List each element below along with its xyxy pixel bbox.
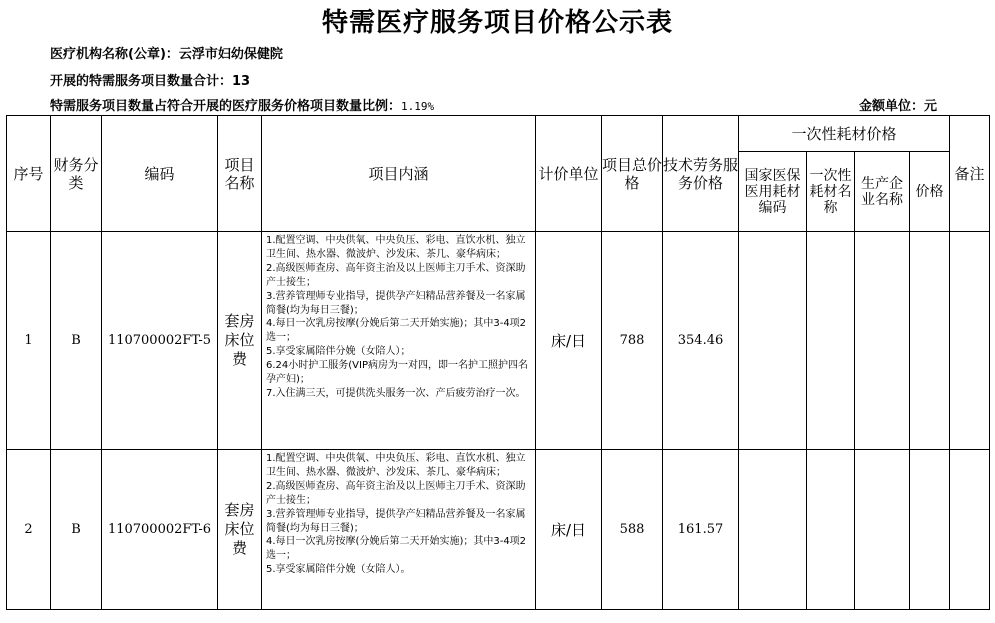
content-line: 1.配置空调、中央供氧、中央负压、彩电、直饮水机、独立卫生间、热水器、微波炉、沙发床、茶几、豪华病床； (266, 235, 526, 260)
cell-item-name: 套房床位费 (218, 450, 262, 610)
cell-seq: 2 (7, 450, 51, 610)
cell-content (262, 450, 536, 610)
cell-nat-code (739, 232, 807, 450)
content-line: 6.24小时护工服务(VIP病房为一对四，即一名护工照护四名孕产妇)； (266, 360, 528, 386)
col-header-fin-cat: 财务分类 (51, 116, 102, 232)
content-line: 5.享受家属陪伴分娩（女陪人）。 (266, 564, 411, 576)
col-header-labor-price: 技术劳务服务价格 (663, 116, 739, 232)
col-header-price: 价格 (910, 152, 950, 232)
cell-price (910, 232, 950, 450)
cell-unit: 床/日 (536, 232, 602, 450)
content-line: 7.入住满三天，可提供洗头服务一次、产后疲劳治疗一次。 (266, 387, 526, 399)
cell-remark (950, 232, 990, 450)
content-line: 2.高级医师查房、高年资主治及以上医师主刀手术、资深助产士接生； (266, 262, 526, 288)
cell-labor-price: 161.57 (663, 450, 739, 610)
cell-consumable-name (807, 450, 855, 610)
cell-seq: 1 (7, 232, 51, 450)
price-table (6, 115, 990, 610)
cell-consumable-name (807, 232, 855, 450)
col-header-total-price: 项目总价格 (602, 116, 663, 232)
col-header-code: 编码 (102, 116, 218, 232)
cell-code: 110700002FT-6 (102, 450, 218, 610)
ratio-line (50, 95, 434, 114)
cell-item-name: 套房床位费 (218, 232, 262, 450)
ratio-value: 1.19% (401, 100, 435, 113)
cell-code: 110700002FT-5 (102, 232, 218, 450)
table-row (7, 232, 990, 450)
header-row-1 (7, 116, 990, 152)
cell-total-price: 788 (602, 232, 663, 450)
col-header-nat-code: 国家医保医用耗材编码 (739, 152, 807, 232)
col-header-manufacturer: 生产企业名称 (855, 152, 910, 232)
col-header-unit: 计价单位 (536, 116, 602, 232)
col-header-item-name: 项目名称 (218, 116, 262, 232)
content-line: 4.每日一次乳房按摩(分娩后第二天开始实施)；其中3-4项2选一； (266, 318, 527, 344)
col-header-content: 项目内涵 (262, 116, 536, 232)
col-header-consumable-name: 一次性耗材名称 (807, 152, 855, 232)
content-line: 4.每日一次乳房按摩(分娩后第二天开始实施)；其中3-4项2选一； (266, 536, 527, 562)
ratio-label: 特需服务项目数量占符合开展的医疗服务价格项目数量比例： (50, 99, 402, 114)
content-line: 2.高级医师查房、高年资主治及以上医师主刀手术、资深助产士接生； (266, 480, 526, 506)
cell-unit: 床/日 (536, 450, 602, 610)
col-header-remark: 备注 (950, 116, 990, 232)
cell-content (262, 232, 536, 450)
table-row (7, 450, 990, 610)
cell-price (910, 450, 950, 610)
service-count: 开展的特需服务项目数量合计：13 (50, 74, 251, 89)
cell-nat-code (739, 450, 807, 610)
cell-labor-price: 354.46 (663, 232, 739, 450)
currency-unit: 金额单位：元 (858, 99, 937, 114)
content-line: 1.配置空调、中央供氧、中央负压、彩电、直饮水机、独立卫生间、热水器、微波炉、沙发床、茶几、豪华病床； (266, 453, 526, 478)
page-title: 特需医疗服务项目价格公示表 (321, 8, 673, 38)
cell-manufacturer (855, 450, 910, 610)
cell-fin-cat: B (51, 232, 102, 450)
cell-fin-cat: B (51, 450, 102, 610)
content-line: 3.营养管理师专业指导，提供孕产妇精品营养餐及一名家属简餐(均为每日三餐)； (266, 508, 526, 534)
cell-manufacturer (855, 232, 910, 450)
cell-total-price: 588 (602, 450, 663, 610)
content-line: 5.享受家属陪伴分娩（女陪人）； (266, 346, 411, 358)
cell-remark (950, 450, 990, 610)
col-header-consumables-group: 一次性耗材价格 (739, 116, 950, 152)
col-header-seq: 序号 (7, 116, 51, 232)
content-line: 3.营养管理师专业指导，提供孕产妇精品营养餐及一名家属简餐(均为每日三餐)； (266, 290, 526, 316)
institution-name: 医疗机构名称(公章)：云浮市妇幼保健院 (50, 47, 283, 62)
